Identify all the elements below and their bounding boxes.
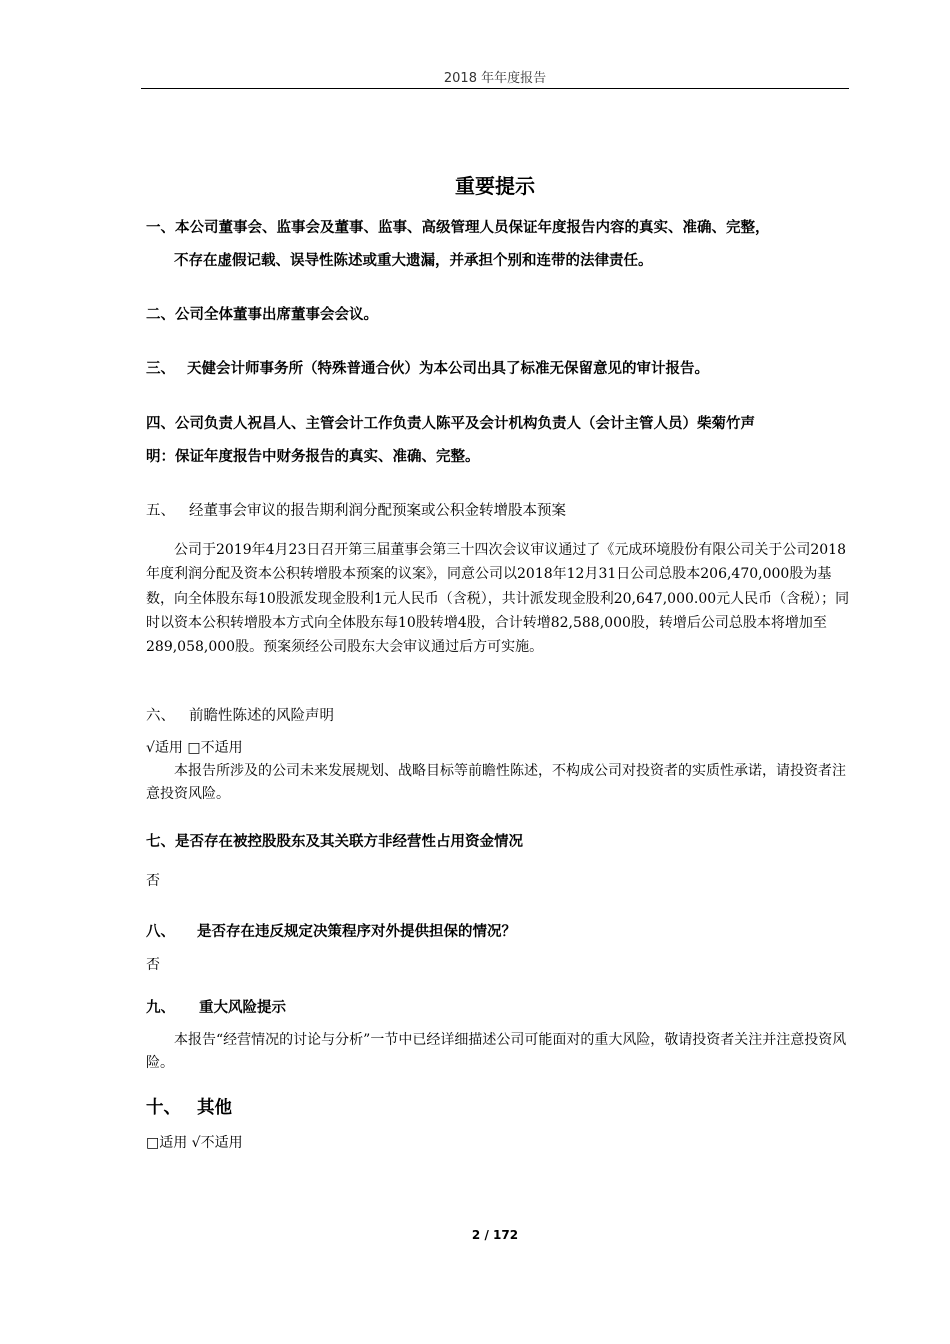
section-1-line-2: 不存在虚假记载、误导性陈述或重大遗漏，并承担个别和连带的法律责任。 bbox=[174, 253, 653, 269]
section-6-number: 六、 bbox=[146, 708, 175, 724]
section-6-applicable: √适用 □不适用 bbox=[146, 740, 243, 756]
section-5-body: 公司于2019年4月23日召开第三届董事会第三十四次会议审议通过了《元成环境股份有限公司关于公司2018年度利润分配及资本公积转增股本预案的议案》，同意公司以2018年12月31日公司总股本206,470,000股为基数，向全体股东每10股派发现金股利1元人民币（含税），共计派发现金股利20,647,000.00元人民币（含税）；同时以资本公积转增股本方式向全体股东每10股转增4股，合计转增82,588,000股，转增后公司总股本将增加至289,058,000股。预案须经公司股东大会审议通过后方可实施。 bbox=[146, 542, 850, 656]
section-8-title: 是否存在违反规定决策程序对外提供担保的情况？ bbox=[197, 924, 516, 940]
section-10-heading bbox=[146, 1093, 850, 1123]
section-9-number: 九、 bbox=[146, 1000, 175, 1016]
section-4-line-1: 四、公司负责人祝昌人、主管会计工作负责人陈平及会计机构负责人（会计主管人员）柴菊竹声 bbox=[146, 416, 755, 432]
section-3-text: 天健会计师事务所（特殊普通合伙）为本公司出具了标准无保留意见的审计报告。 bbox=[187, 361, 709, 377]
section-5-heading bbox=[146, 497, 850, 525]
section-10-number: 十、 bbox=[146, 1098, 181, 1118]
section-6-body: 本报告所涉及的公司未来发展规划、战略目标等前瞻性陈述，不构成公司对投资者的实质性承诺，请投资者注意投资风险。 bbox=[146, 763, 846, 802]
section-10-applicable: □适用 √不适用 bbox=[146, 1135, 243, 1151]
section-3-number: 三、 bbox=[146, 361, 175, 377]
section-6-title: 前瞻性陈述的风险声明 bbox=[189, 708, 334, 724]
section-8-number: 八、 bbox=[146, 924, 175, 940]
section-6-heading bbox=[146, 702, 850, 730]
section-7-heading: 七、是否存在被控股股东及其关联方非经营性占用资金情况 bbox=[146, 834, 523, 850]
section-3 bbox=[146, 355, 850, 383]
section-2: 二、公司全体董事出席董事会会议。 bbox=[146, 307, 378, 323]
section-8-answer: 否 bbox=[146, 957, 160, 973]
section-10-title: 其他 bbox=[197, 1098, 232, 1118]
section-9-heading bbox=[146, 994, 850, 1022]
page-number: 2 / 172 bbox=[471, 1228, 519, 1242]
section-1-line-1: 一、本公司董事会、监事会及董事、监事、高级管理人员保证年度报告内容的真实、准确、完整， bbox=[146, 220, 770, 236]
section-9-body: 本报告“经营情况的讨论与分析”一节中已经详细描述公司可能面对的重大风险，敬请投资者关注并注意投资风险。 bbox=[146, 1032, 847, 1071]
section-9-title: 重大风险提示 bbox=[199, 1000, 286, 1016]
section-8-heading bbox=[146, 918, 850, 946]
page-title: 重要提示 bbox=[455, 174, 535, 198]
section-4-line-2: 明：保证年度报告中财务报告的真实、准确、完整。 bbox=[146, 449, 480, 465]
section-5-title: 经董事会审议的报告期利润分配预案或公积金转增股本预案 bbox=[189, 503, 566, 519]
section-5-number: 五、 bbox=[146, 503, 175, 519]
page-header: 2018 年年度报告 bbox=[443, 71, 547, 86]
section-7-answer: 否 bbox=[146, 873, 160, 889]
header-divider bbox=[141, 88, 849, 89]
